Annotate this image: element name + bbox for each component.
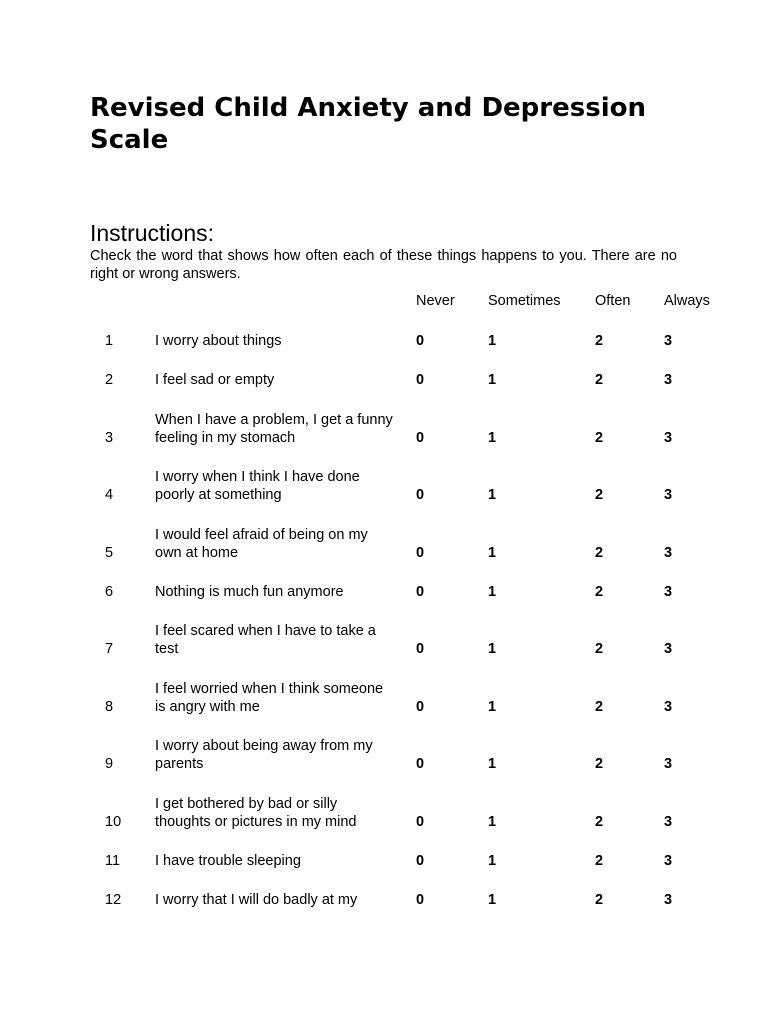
score-sometimes[interactable]: 1 <box>488 372 497 388</box>
score-often[interactable]: 2 <box>595 333 604 349</box>
score-always[interactable]: 3 <box>664 372 673 388</box>
score-always[interactable]: 3 <box>664 333 673 349</box>
questionnaire-row <box>0 468 768 504</box>
item-number: 12 <box>105 892 122 908</box>
page-title: Revised Child Anxiety and Depression Scale <box>90 93 646 155</box>
questionnaire-row <box>0 737 768 773</box>
score-sometimes[interactable]: 1 <box>488 892 497 908</box>
item-number: 2 <box>105 372 114 388</box>
score-never[interactable]: 0 <box>416 814 425 830</box>
score-sometimes[interactable]: 1 <box>488 814 497 830</box>
questionnaire-row <box>0 622 768 658</box>
score-never[interactable]: 0 <box>416 545 425 561</box>
item-text: I have trouble sleeping <box>155 853 301 869</box>
questionnaire-row <box>0 852 768 870</box>
score-often[interactable]: 2 <box>595 584 604 600</box>
column-header-sometimes: Sometimes <box>488 293 561 309</box>
score-often[interactable]: 2 <box>595 814 604 830</box>
score-sometimes[interactable]: 1 <box>488 333 497 349</box>
score-always[interactable]: 3 <box>664 430 673 446</box>
score-always[interactable]: 3 <box>664 584 673 600</box>
score-never[interactable]: 0 <box>416 487 425 503</box>
item-text: I worry that I will do badly at my <box>155 892 358 908</box>
item-text: I feel sad or empty <box>155 372 275 388</box>
item-number: 11 <box>105 853 121 869</box>
score-sometimes[interactable]: 1 <box>488 641 497 657</box>
score-sometimes[interactable]: 1 <box>488 699 497 715</box>
instructions-text: Check the word that shows how often each of these things happens to you. There are no right or wrong answers. <box>90 248 677 282</box>
score-always[interactable]: 3 <box>664 699 673 715</box>
item-text: I worry when I think I have done poorly at something <box>155 469 360 503</box>
scale-header-row <box>0 293 768 311</box>
score-always[interactable]: 3 <box>664 487 673 503</box>
item-number: 6 <box>105 584 114 600</box>
item-text: I feel scared when I have to take a test <box>155 623 376 657</box>
score-sometimes[interactable]: 1 <box>488 487 497 503</box>
score-sometimes[interactable]: 1 <box>488 584 497 600</box>
score-often[interactable]: 2 <box>595 487 604 503</box>
score-always[interactable]: 3 <box>664 545 673 561</box>
questionnaire-row <box>0 891 768 909</box>
questionnaire-row <box>0 411 768 447</box>
instructions-heading: Instructions: <box>90 220 214 246</box>
score-often[interactable]: 2 <box>595 699 604 715</box>
column-header-often: Often <box>595 293 631 309</box>
questionnaire-row <box>0 680 768 716</box>
score-never[interactable]: 0 <box>416 430 425 446</box>
score-never[interactable]: 0 <box>416 892 425 908</box>
score-never[interactable]: 0 <box>416 333 425 349</box>
score-often[interactable]: 2 <box>595 430 604 446</box>
score-often[interactable]: 2 <box>595 756 604 772</box>
item-number: 5 <box>105 545 114 561</box>
questionnaire-row <box>0 583 768 601</box>
score-always[interactable]: 3 <box>664 641 673 657</box>
score-often[interactable]: 2 <box>595 853 604 869</box>
item-number: 10 <box>105 814 122 830</box>
item-text: I get bothered by bad or silly thoughts or pictures in my mind <box>155 796 357 830</box>
item-text: I feel worried when I think someone is angry with me <box>155 681 384 715</box>
item-text: I worry about being away from my parents <box>155 738 373 772</box>
questionnaire-row <box>0 526 768 562</box>
score-often[interactable]: 2 <box>595 892 604 908</box>
score-always[interactable]: 3 <box>664 892 673 908</box>
item-number: 7 <box>105 641 114 657</box>
item-number: 1 <box>105 333 114 349</box>
score-never[interactable]: 0 <box>416 699 425 715</box>
score-never[interactable]: 0 <box>416 584 425 600</box>
score-often[interactable]: 2 <box>595 641 604 657</box>
score-always[interactable]: 3 <box>664 853 673 869</box>
item-number: 4 <box>105 487 114 503</box>
score-never[interactable]: 0 <box>416 853 425 869</box>
score-often[interactable]: 2 <box>595 545 604 561</box>
score-sometimes[interactable]: 1 <box>488 545 497 561</box>
score-often[interactable]: 2 <box>595 372 604 388</box>
score-always[interactable]: 3 <box>664 814 673 830</box>
item-text: Nothing is much fun anymore <box>155 584 344 600</box>
column-header-never: Never <box>416 293 455 309</box>
score-never[interactable]: 0 <box>416 756 425 772</box>
score-sometimes[interactable]: 1 <box>488 430 497 446</box>
item-text: When I have a problem, I get a funny feeling in my stomach <box>155 412 393 446</box>
questionnaire-row <box>0 795 768 831</box>
item-number: 8 <box>105 699 114 715</box>
item-text: I would feel afraid of being on my own at home <box>155 527 368 561</box>
item-number: 3 <box>105 430 114 446</box>
score-sometimes[interactable]: 1 <box>488 853 497 869</box>
column-header-always: Always <box>664 293 710 309</box>
questionnaire-row <box>0 332 768 350</box>
score-always[interactable]: 3 <box>664 756 673 772</box>
score-never[interactable]: 0 <box>416 372 425 388</box>
questionnaire-row <box>0 371 768 389</box>
item-text: I worry about things <box>155 333 282 349</box>
item-number: 9 <box>105 756 114 772</box>
score-never[interactable]: 0 <box>416 641 425 657</box>
score-sometimes[interactable]: 1 <box>488 756 497 772</box>
